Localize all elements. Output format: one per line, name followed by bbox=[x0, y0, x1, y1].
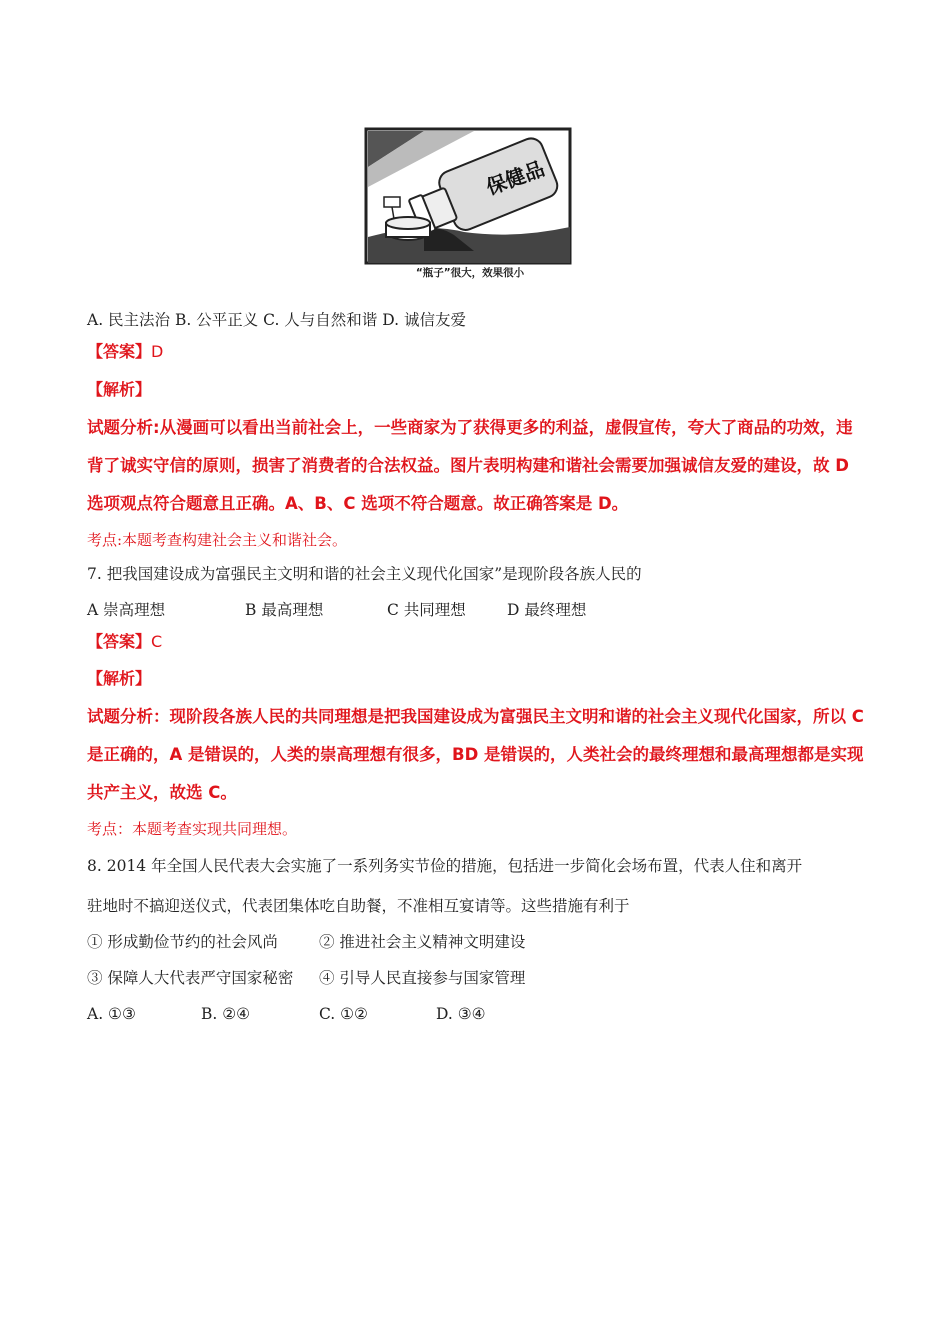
q8-item-4: ④ 引导人民直接参与国家管理 bbox=[319, 969, 526, 987]
q7-options bbox=[87, 600, 586, 620]
q8-stem-line: 驻地时不搞迎送仪式，代表团集体吃自助餐，不准相互宴请等。这些措施有利于 bbox=[87, 897, 630, 915]
q6-analysis-line: 背了诚实守信的原则，损害了消费者的合法权益。图片表明构建和谐社会需要加强诚信友爱的建设，故 D bbox=[87, 456, 849, 475]
q8-items-row bbox=[87, 968, 525, 988]
q7-analysis-line: 共产主义，故选 C。 bbox=[87, 783, 237, 802]
q6-answer bbox=[87, 342, 163, 362]
q7-option-c: C 共同理想 bbox=[387, 601, 466, 619]
q8-option-b: B. ②④ bbox=[201, 1005, 251, 1023]
q8-option-a: A. ①③ bbox=[87, 1005, 136, 1023]
bottle-label: 保健品 bbox=[482, 156, 548, 200]
q7-option-a: A 崇高理想 bbox=[87, 601, 166, 619]
q8-stem-line: 8. 2014 年全国人民代表大会实施了一系列务实节俭的措施，包括进一步简化会场布置，代表人住和离开 bbox=[87, 857, 803, 875]
q7-analysis-line: 试题分析：现阶段各族人民的共同理想是把我国建设成为富强民主文明和谐的社会主义现代化国家，所以 C bbox=[87, 707, 864, 726]
q6-options: A. 民主法治 B. 公平正义 C. 人与自然和谐 D. 诚信友爱 bbox=[87, 311, 466, 329]
q8-item-1: ① 形成勤俭节约的社会风尚 bbox=[87, 933, 278, 951]
q7-analysis-label: 【解析】 bbox=[87, 669, 152, 688]
answer-label: 【答案】 bbox=[87, 632, 152, 651]
cartoon-illustration bbox=[364, 127, 572, 265]
q7-stem: 7. 把我国建设成为富强民主文明和谐的社会主义现代化国家”是现阶段各族人民的 bbox=[87, 565, 642, 583]
q7-analysis-line: 是正确的，A 是错误的，人类的崇高理想有很多，BD 是错误的，人类社会的最终理想和最高理想都是实现 bbox=[87, 745, 864, 764]
q8-options bbox=[87, 1004, 486, 1024]
answer-label: 【答案】 bbox=[87, 342, 152, 361]
q7-kaodian: 考点：本题考查实现共同理想。 bbox=[87, 820, 298, 838]
q6-kaodian: 考点:本题考查构建社会主义和谐社会。 bbox=[87, 531, 348, 549]
q6-analysis-line: 试题分析:从漫画可以看出当前社会上，一些商家为了获得更多的利益，虚假宣传，夸大了商品的功效，违 bbox=[87, 418, 853, 437]
q8-option-d: D. ③④ bbox=[436, 1005, 486, 1023]
q7-option-d: D 最终理想 bbox=[507, 601, 587, 619]
answer-value: C bbox=[151, 632, 163, 651]
figure-caption: “瓶子”很大，效果很小 bbox=[415, 267, 525, 279]
q7-answer bbox=[87, 632, 162, 652]
q8-item-2: ② 推进社会主义精神文明建设 bbox=[319, 933, 526, 951]
q7-option-b: B 最高理想 bbox=[245, 601, 324, 619]
answer-value: D bbox=[151, 342, 164, 361]
q8-option-c: C. ①② bbox=[319, 1005, 368, 1023]
q6-analysis-label: 【解析】 bbox=[87, 380, 152, 399]
q6-analysis-line: 选项观点符合题意且正确。A、B、C 选项不符合题意。故正确答案是 D。 bbox=[87, 494, 629, 513]
q8-item-3: ③ 保障人大代表严守国家秘密 bbox=[87, 969, 294, 987]
q8-items-row bbox=[87, 932, 525, 952]
